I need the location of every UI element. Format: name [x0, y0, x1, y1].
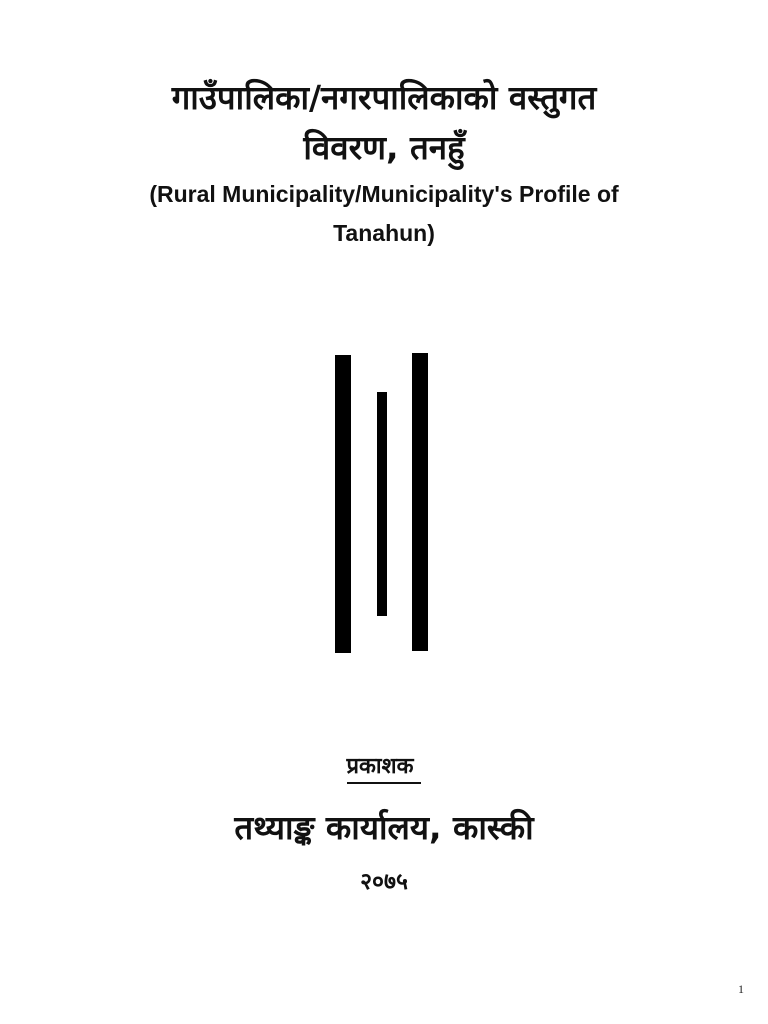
- page-number: 1: [738, 982, 744, 996]
- decorative-bar-left: [335, 355, 351, 653]
- title-nepali-line-1: गाउँपालिका/नगरपालिकाको वस्तुगत: [171, 78, 597, 117]
- decorative-bar-right: [412, 353, 428, 651]
- subtitle-english-line-1: (Rural Municipality/Municipality's Profile of: [149, 181, 619, 207]
- subtitle-english-line-2: Tanahun): [333, 220, 435, 246]
- decorative-bar-middle: [377, 392, 387, 616]
- publisher-label: प्रकाशक: [347, 752, 422, 784]
- publisher-name: तथ्याङ्क कार्यालय, कास्की: [234, 808, 534, 847]
- title-nepali-line-2: विवरण, तनहुँ: [303, 128, 465, 167]
- publication-year: २०७५: [360, 869, 408, 895]
- publisher-label-wrapper: [0, 752, 768, 784]
